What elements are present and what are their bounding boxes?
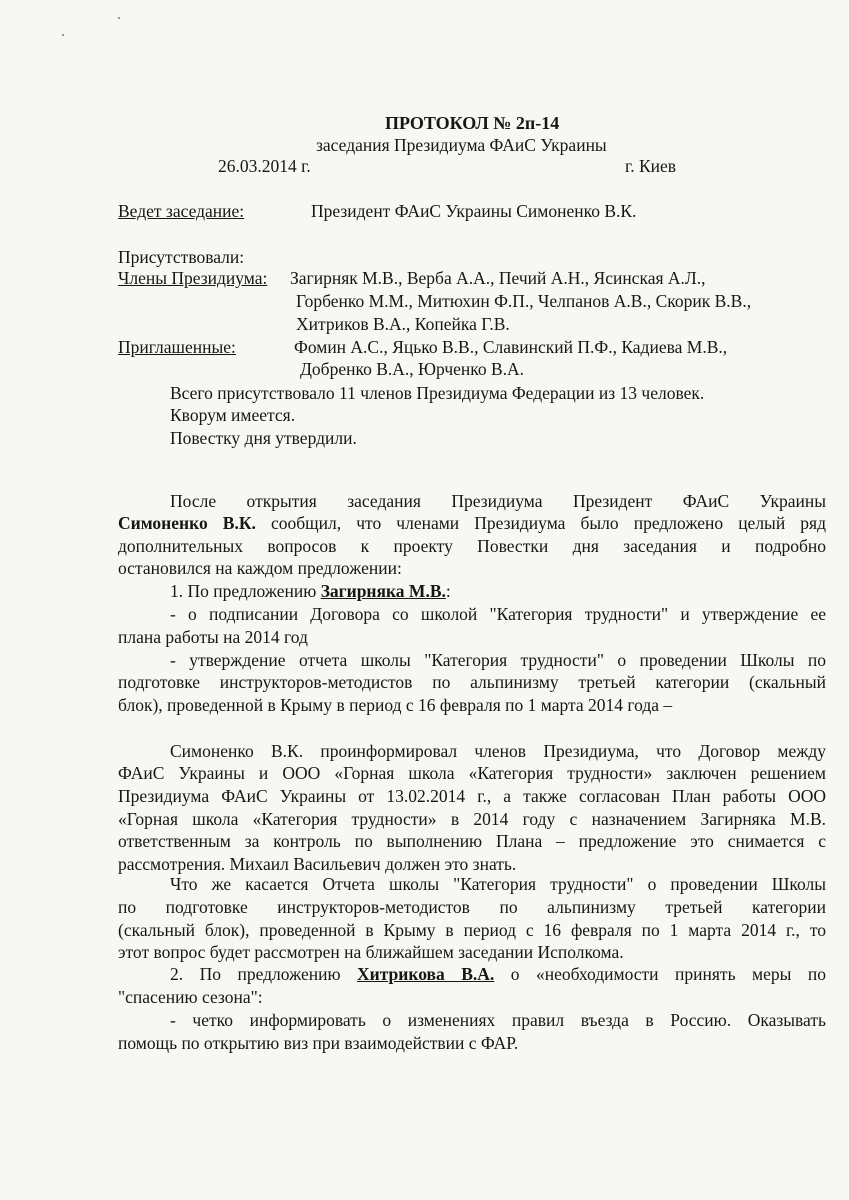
- proposer-name: Загирняка М.В.: [320, 581, 446, 601]
- paragraph-line: Что же касается Отчета школы "Категория трудности" о проведении Школы: [170, 874, 826, 894]
- attendance-total: Всего присутствовало 11 членов Президиума Федерации из 13 человек.: [170, 383, 705, 403]
- present-label: Присутствовали:: [118, 247, 245, 267]
- paragraph-line: этот вопрос будет рассмотрен на ближайшем заседании Исполкома.: [118, 942, 624, 962]
- paragraph-line: блок), проведенной в Крыму в период с 16 февраля по 1 марта 2014 года –: [118, 695, 673, 715]
- members-line: Хитриков В.А., Копейка Г.В.: [296, 314, 510, 334]
- item-suffix: о «необходимости принять меры по: [494, 964, 826, 984]
- document-title: ПРОТОКОЛ № 2п-14: [385, 113, 560, 133]
- paragraph-line: «Горная школа «Категория трудности» в 2014 году с назначением Загирняка М.В.: [118, 809, 826, 829]
- chair-label: Ведет заседание:: [118, 201, 245, 221]
- invited-line: Фомин А.С., Яцько В.В., Славинский П.Ф., Кадиева М.В.,: [294, 337, 728, 357]
- paragraph-line: Симоненко В.К. проинформировал членов Президиума, что Договор между: [170, 741, 826, 761]
- paragraph-line: Президиума ФАиС Украины от 13.02.2014 г., а также согласован План работы ООО: [118, 786, 826, 806]
- chair-value: Президент ФАиС Украины Симоненко В.К.: [311, 201, 637, 221]
- agenda-note: Повестку дня утвердили.: [170, 428, 357, 448]
- paragraph-line: по подготовке инструкторов-методистов по альпинизму третьей категории: [118, 897, 826, 917]
- document-city: г. Киев: [625, 156, 677, 176]
- paragraph-line: ФАиС Украины и ООО «Горная школа «Категория трудности» заключен решением: [118, 763, 826, 783]
- members-line: Загирняк М.В., Верба А.А., Печий А.Н., Ясинская А.Л.,: [290, 268, 706, 288]
- paragraph-line: - четко информировать о изменениях правил въезда в Россию. Оказывать: [170, 1010, 826, 1030]
- chairman-name: Симоненко В.К.: [118, 513, 256, 533]
- document-subtitle: заседания Президиума ФАиС Украины: [316, 135, 607, 155]
- quorum-note: Кворум имеется.: [170, 405, 296, 425]
- agenda-item-2: [170, 963, 826, 985]
- paragraph-line: ответственным за контроль по выполнению Плана – предложение это снимается с: [118, 831, 826, 851]
- paragraph-line: подготовке инструкторов-методистов по альпинизму третьей категории (скальный: [118, 672, 826, 692]
- paragraph-line: плана работы на 2014 год: [118, 627, 308, 647]
- paragraph-line: - о подписании Договора со школой "Категория трудности" и утверждение ее: [170, 604, 826, 624]
- paragraph-line: (скальный блок), проведенной в Крыму в период с 16 февраля по 1 марта 2014 г., то: [118, 920, 826, 940]
- scan-speck: [62, 34, 64, 36]
- paragraph-line: "спасению сезона":: [118, 987, 263, 1007]
- proposer-name: Хитрикова В.А.: [357, 964, 495, 984]
- paragraph-line: рассмотрения. Михаил Васильевич должен это знать.: [118, 854, 517, 874]
- invited-label: Приглашенные:: [118, 337, 236, 357]
- paragraph-line: [118, 512, 826, 534]
- document-date: 26.03.2014 г.: [218, 156, 311, 176]
- invited-line: Добренко В.А., Юрченко В.А.: [300, 359, 525, 379]
- paragraph-line: остановился на каждом предложении:: [118, 558, 402, 578]
- paragraph-line: дополнительных вопросов к проекту Повестки дня заседания и подробно: [118, 536, 826, 556]
- members-label: Члены Президиума:: [118, 268, 268, 288]
- item-suffix: :: [445, 581, 451, 601]
- agenda-item-1: [170, 580, 451, 602]
- paragraph-line: После открытия заседания Президиума Президент ФАиС Украины: [170, 491, 826, 511]
- members-line: Горбенко М.М., Митюхин Ф.П., Челпанов А.В., Скорик В.В.,: [296, 291, 752, 311]
- item-prefix: 2. По предложению: [170, 964, 358, 984]
- item-prefix: 1. По предложению: [170, 581, 321, 601]
- paragraph-line: помощь по открытию виз при взаимодействии с ФАР.: [118, 1033, 519, 1053]
- scan-speck: [118, 17, 120, 19]
- paragraph-line: - утверждение отчета школы "Категория трудности" о проведении Школы по: [170, 650, 826, 670]
- paragraph-text: сообщил, что членами Президиума было предложено целый ряд: [255, 513, 826, 533]
